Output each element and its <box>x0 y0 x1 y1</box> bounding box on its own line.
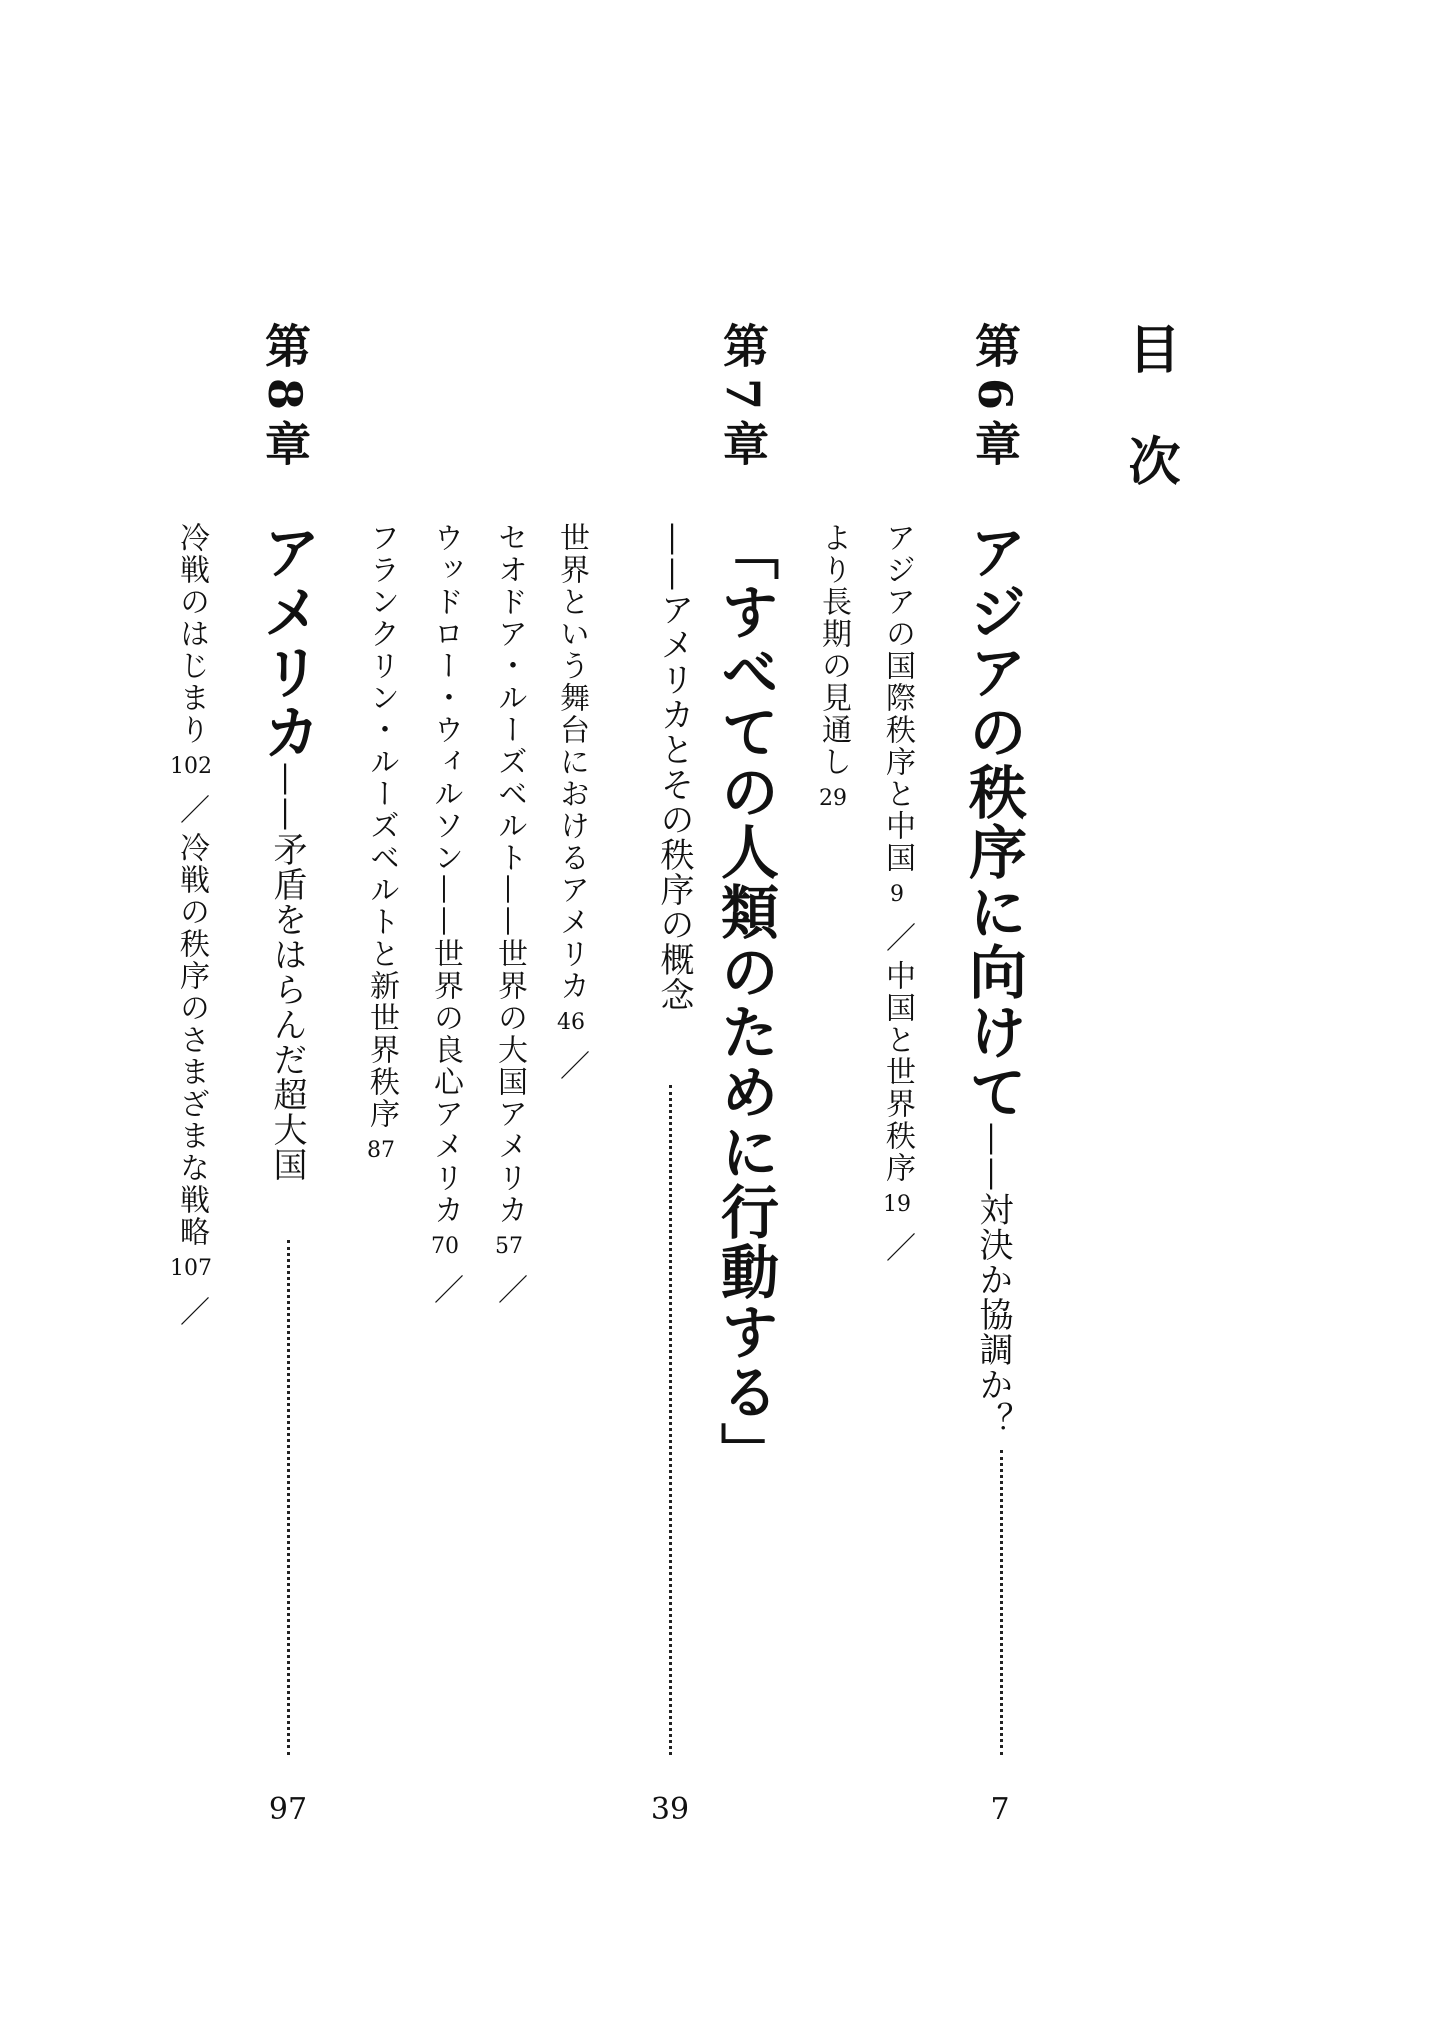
separator-slash: ／ <box>428 1274 463 1306</box>
separator-slash: ／ <box>492 1274 527 1306</box>
separator-slash: ／ <box>880 1232 915 1264</box>
section-title: より長期の見通し <box>816 522 851 778</box>
chapter-6-section-line-2 <box>816 522 851 820</box>
section-page: 46 <box>557 1010 585 1035</box>
separator-slash: ／ <box>880 922 915 954</box>
chapter-7-page-number: 39 <box>650 1792 690 1827</box>
chapter-8-title: アメリカ <box>253 522 321 762</box>
section-page: 87 <box>367 1138 395 1163</box>
chapter-6-leader-dots <box>1000 1450 1003 1755</box>
chapter-8-page-number: 97 <box>268 1792 308 1827</box>
chapter-8-section-line-1 <box>170 522 212 1334</box>
separator-slash: ／ <box>174 1296 209 1328</box>
chapter-7-subtitle: ——アメリカとその秩序の概念 <box>654 522 694 1012</box>
chapter-6-label: 第6章 <box>968 322 1022 477</box>
separator-slash: ／ <box>174 794 209 826</box>
toc-title: 目次 <box>1119 322 1180 546</box>
chapter-7-section-line-1b <box>492 522 527 1312</box>
chapter-6-heading <box>959 522 1027 1437</box>
chapter-7-title: 「すべての人類のために行動する」 <box>711 522 779 1482</box>
section-page: 19 <box>883 1192 911 1217</box>
section-title: 中国と世界秩序 <box>880 960 915 1184</box>
section-page: 9 <box>890 882 904 907</box>
section-page: 29 <box>819 786 847 811</box>
section-title: 世界という舞台におけるアメリカ <box>554 522 589 1002</box>
section-title: 冷戦のはじまり <box>174 522 209 746</box>
chapter-7-section-line-3 <box>364 522 399 1172</box>
chapter-7-leader-dots <box>669 1085 672 1755</box>
chapter-8-subtitle: ——矛盾をはらんだ超大国 <box>267 762 307 1182</box>
chapter-8-label: 第8章 <box>258 322 312 477</box>
section-page: 70 <box>431 1234 459 1259</box>
section-page: 107 <box>170 1256 212 1281</box>
separator-slash: ／ <box>554 1050 589 1082</box>
chapter-7-section-line-2 <box>428 522 463 1312</box>
chapter-7-section-line-1 <box>554 522 589 1088</box>
chapter-8-leader-dots <box>287 1240 290 1755</box>
chapter-6-subtitle: ——対決か協調か？ <box>973 1122 1013 1437</box>
chapter-6-title: アジアの秩序に向けて <box>959 522 1027 1122</box>
section-title: 冷戦の秩序のさまざまな戦略 <box>174 832 209 1248</box>
chapter-7-heading <box>711 522 779 1482</box>
section-title: フランクリン・ルーズベルトと新世界秩序 <box>364 522 399 1130</box>
chapter-7-label: 第7章 <box>716 322 770 477</box>
section-title: ウッドロー・ウィルソン——世界の良心アメリカ <box>428 522 463 1226</box>
chapter-6-page-number: 7 <box>990 1792 1010 1827</box>
section-title: セオドア・ルーズベルト——世界の大国アメリカ <box>492 522 527 1226</box>
chapter-6-section-line-1 <box>880 522 915 1270</box>
section-title: アジアの国際秩序と中国 <box>880 522 915 874</box>
section-page: 102 <box>170 754 212 779</box>
section-page: 57 <box>495 1234 523 1259</box>
chapter-8-heading <box>253 522 321 1182</box>
